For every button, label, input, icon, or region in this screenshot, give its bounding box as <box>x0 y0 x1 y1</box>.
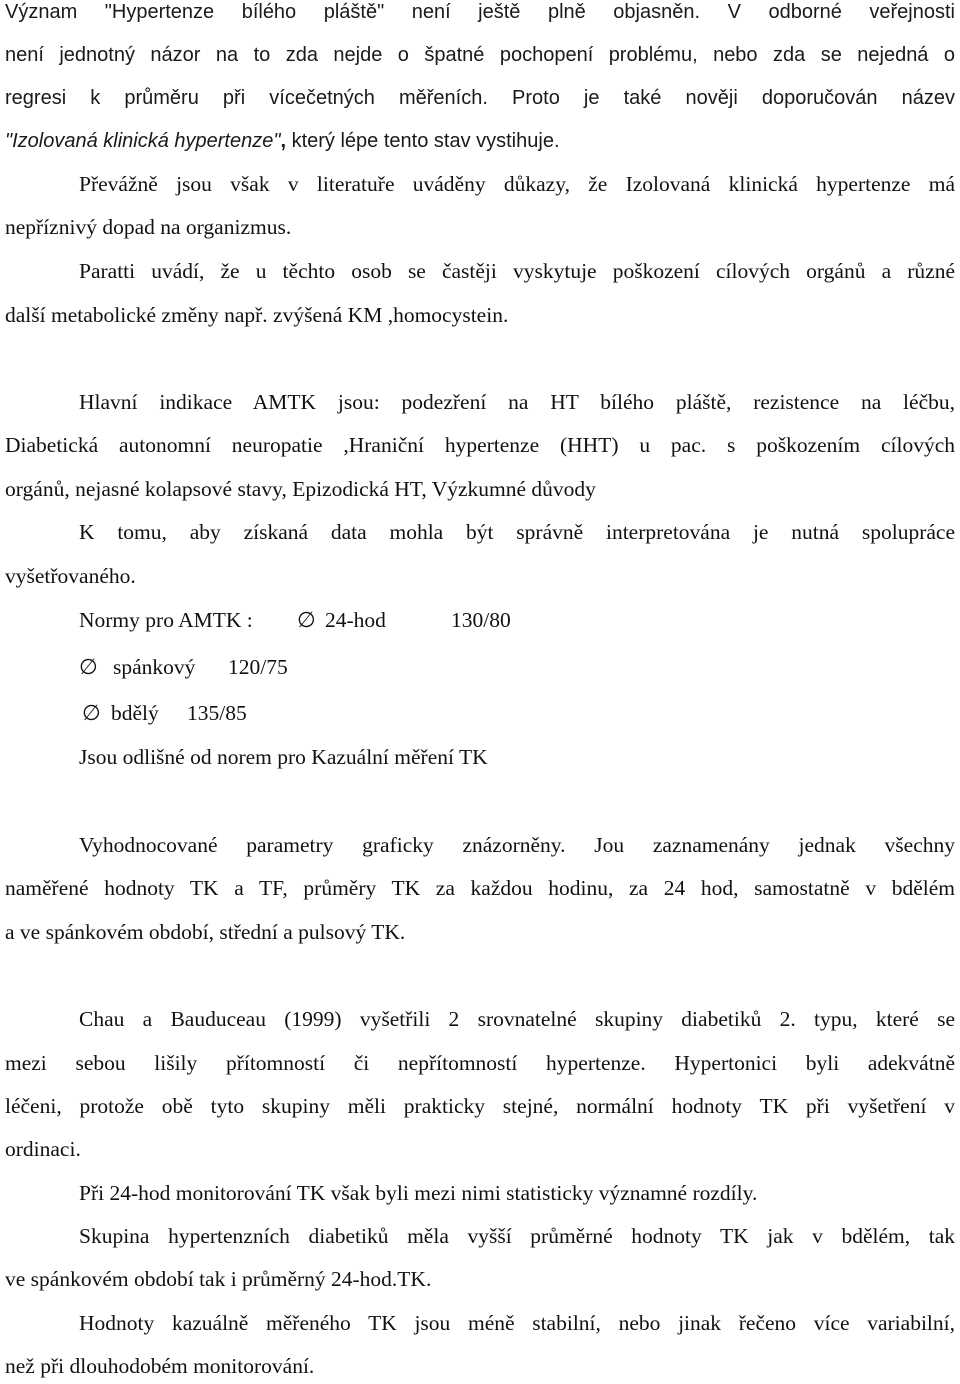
p1-line-3: regresi k průměru při vícečetných měřeních. Proto je také nověji doporučován název <box>5 87 955 109</box>
p1-line-2: není jednotný názor na to zda nejde o špatné pochopení problému, nebo zda se nejedná o <box>5 44 955 66</box>
p7-line-1: Chau a Bauduceau (1999) vyšetřili 2 srovnatelné skupiny diabetiků 2. typu, které se <box>79 1007 955 1031</box>
p4-line-1: Hlavní indikace AMTK jsou: podezření na HT bílého pláště, rezistence na léčbu, <box>79 390 955 414</box>
p9-line-1: Skupina hypertenzních diabetiků měla vyšší průměrné hodnoty TK jak v bdělém, tak <box>79 1224 955 1248</box>
p10-line-2: než při dlouhodobém monitorování. <box>5 1354 315 1378</box>
p1-line-1: Význam "Hypertenze bílého pláště" není ještě plně objasněn. V odborné veřejnosti <box>5 1 955 23</box>
p8-line-1: Při 24-hod monitorování TK však byli mezi nimi statisticky významné rozdíly. <box>79 1181 758 1205</box>
diameter-symbol-icon: ∅ <box>82 701 101 725</box>
p7-line-3: léčeni, protože obě tyto skupiny měli prakticky stejné, normální hodnoty TK při vyšetření v <box>5 1094 955 1118</box>
bold-comma: , <box>280 130 287 152</box>
norm-awake-label: bdělý <box>111 701 159 725</box>
p4-line-2: Diabetická autonomní neuropatie ,Hraniční hypertenze (HHT) u pac. s poškozením cílových <box>5 433 955 457</box>
p7-line-2: mezi sebou lišily přítomností či nepřítomností hypertenze. Hypertonici byli adekvátně <box>5 1051 955 1075</box>
p10-line-1: Hodnoty kazuálně měřeného TK jsou méně stabilní, nebo jinak řečeno více variabilní, <box>79 1311 955 1335</box>
p7-line-4: ordinaci. <box>5 1137 81 1161</box>
norm-sleep-label: spánkový <box>113 655 196 679</box>
norms-row-1 <box>79 605 955 635</box>
p5-line-1: K tomu, aby získaná data mohla být správně interpretována je nutná spolupráce <box>79 520 955 544</box>
p6-line-1: Vyhodnocované parametry graficky znázorněny. Jou zaznamenány jednak všechny <box>79 833 955 857</box>
diameter-symbol-icon: ∅ <box>297 608 316 632</box>
p3-line-2: další metabolické změny např. zvýšená KM ,homocystein. <box>5 303 509 327</box>
norm-24h-label: 24-hod <box>325 608 386 632</box>
norm-awake-value: 135/85 <box>187 701 247 725</box>
p9-line-2: ve spánkovém období tak i průměrný 24-hod.TK. <box>5 1267 432 1291</box>
norm-sleep-value: 120/75 <box>228 655 288 679</box>
p6-line-2: naměřené hodnoty TK a TF, průměry TK za každou hodinu, za 24 hod, samostatně v bdělém <box>5 876 955 900</box>
p4-line-3: orgánů, nejasné kolapsové stavy, Epizodická HT, Výzkumné důvody <box>5 477 596 501</box>
p2-line-1: Převážně jsou však v literatuře uváděny důkazy, že Izolovaná klinická hypertenze má <box>79 172 955 196</box>
norms-row-3 <box>82 698 955 728</box>
p1-line-4-rest: který lépe tento stav vystihuje. <box>286 130 560 152</box>
p2-line-2: nepříznivý dopad na organizmus. <box>5 215 292 239</box>
norms-row-2 <box>79 652 955 682</box>
p1-line-4 <box>5 126 955 156</box>
p5-line-2: vyšetřovaného. <box>5 564 136 588</box>
norm-24h-value: 130/80 <box>451 608 511 632</box>
p6-line-3: a ve spánkovém období, střední a pulsový TK. <box>5 920 406 944</box>
italic-term: "Izolovaná klinická hypertenze" <box>5 130 281 152</box>
norms-label: Normy pro AMTK : <box>79 608 253 632</box>
p3-line-1: Paratti uvádí, že u těchto osob se častěji vyskytuje poškození cílových orgánů a různé <box>79 259 955 283</box>
diameter-symbol-icon: ∅ <box>79 655 98 679</box>
norms-note: Jsou odlišné od norem pro Kazuální měření TK <box>79 745 488 769</box>
